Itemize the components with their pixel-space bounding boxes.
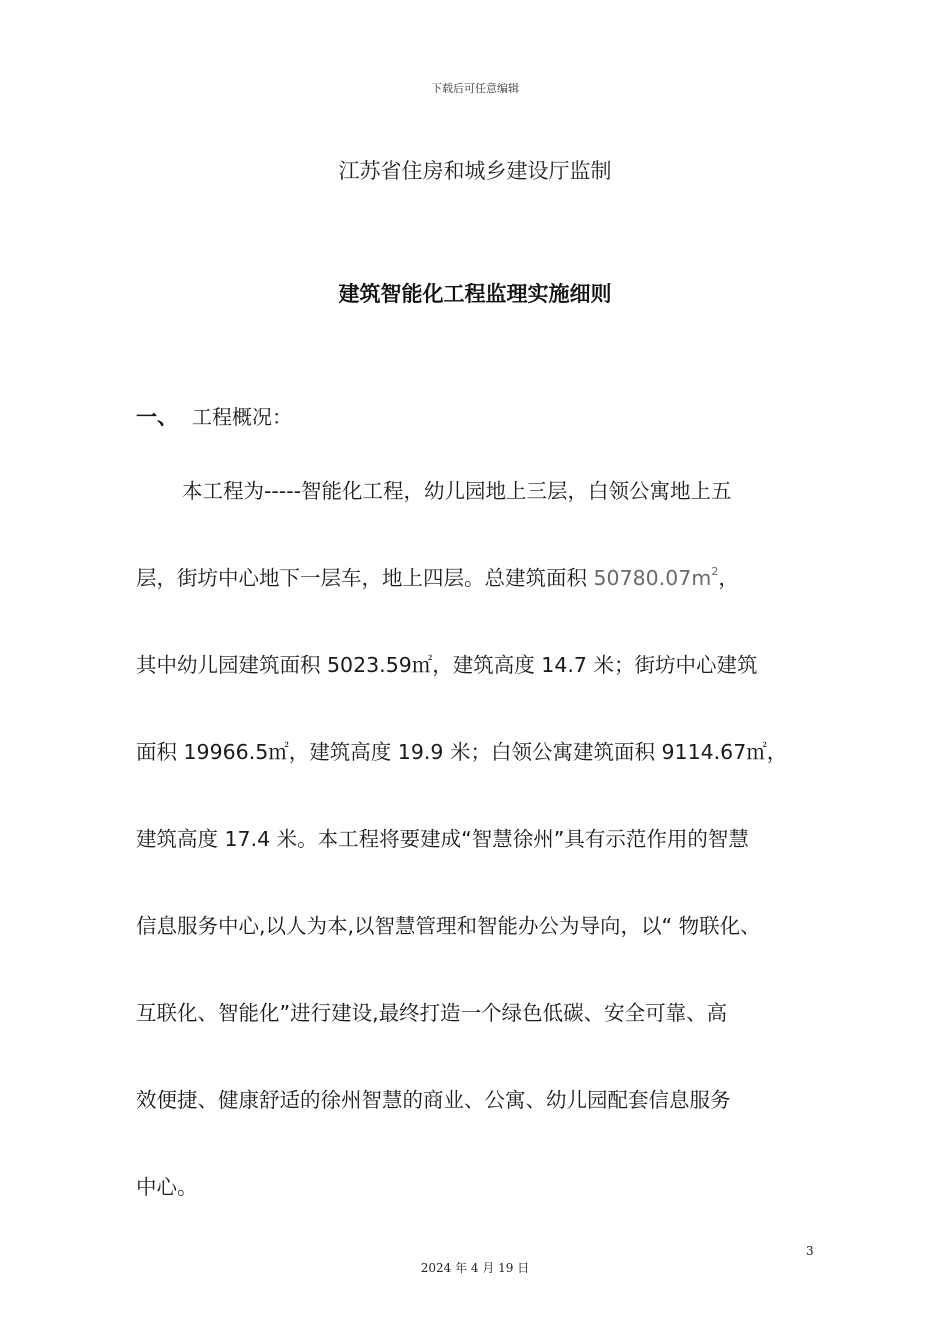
section-title: 工程概况： [192,405,292,429]
document-title: 建筑智能化工程监理实施细则 [338,282,612,306]
line-text: 层，街坊中心地下一层车，地上四层。总建筑面积 [136,566,594,590]
paragraph-line: 信息服务中心,以人为本,以智慧管理和智能办公为导向，以“ 物联化、 [136,914,761,938]
total-area-value: $50780.07m^2$ [593,565,719,590]
issuing-authority: 江苏省住房和城乡建设厅监制 [338,159,612,183]
paragraph-line: 本工程为-----智能化工程，幼儿园地上三层，白领公寓地上五 [182,479,732,503]
footer-date: 2024 年 4 月 19 日 [420,1261,530,1275]
section-heading [136,401,292,431]
paragraph-line: 中心。 [136,1175,198,1199]
paragraph-line: 建筑高度 17.4 米。本工程将要建成“智慧徐州”具有示范作用的智慧 [136,827,749,851]
paragraph-line: 面积 19966.5㎡，建筑高度 19.9 米；白领公寓建筑面积 9114.67㎡， [136,740,788,764]
page-number: 3 [806,1244,814,1258]
header-note: 下载后可任意编辑 [431,82,519,95]
section-number: 一、 [136,405,178,429]
paragraph-line: 其中幼儿园建筑面积 5023.59㎡，建筑高度 14.7 米；街坊中心建筑 [136,653,758,677]
paragraph-line: 层，街坊中心地下一层车，地上四层。总建筑面积 $50780.07m^2$， [136,565,739,590]
paragraph-line: 互联化、智能化”进行建设,最终打造一个绿色低碳、安全可靠、高 [136,1001,728,1025]
paragraph-line: 效便捷、健康舒适的徐州智慧的商业、公寓、幼儿园配套信息服务 [136,1088,731,1112]
